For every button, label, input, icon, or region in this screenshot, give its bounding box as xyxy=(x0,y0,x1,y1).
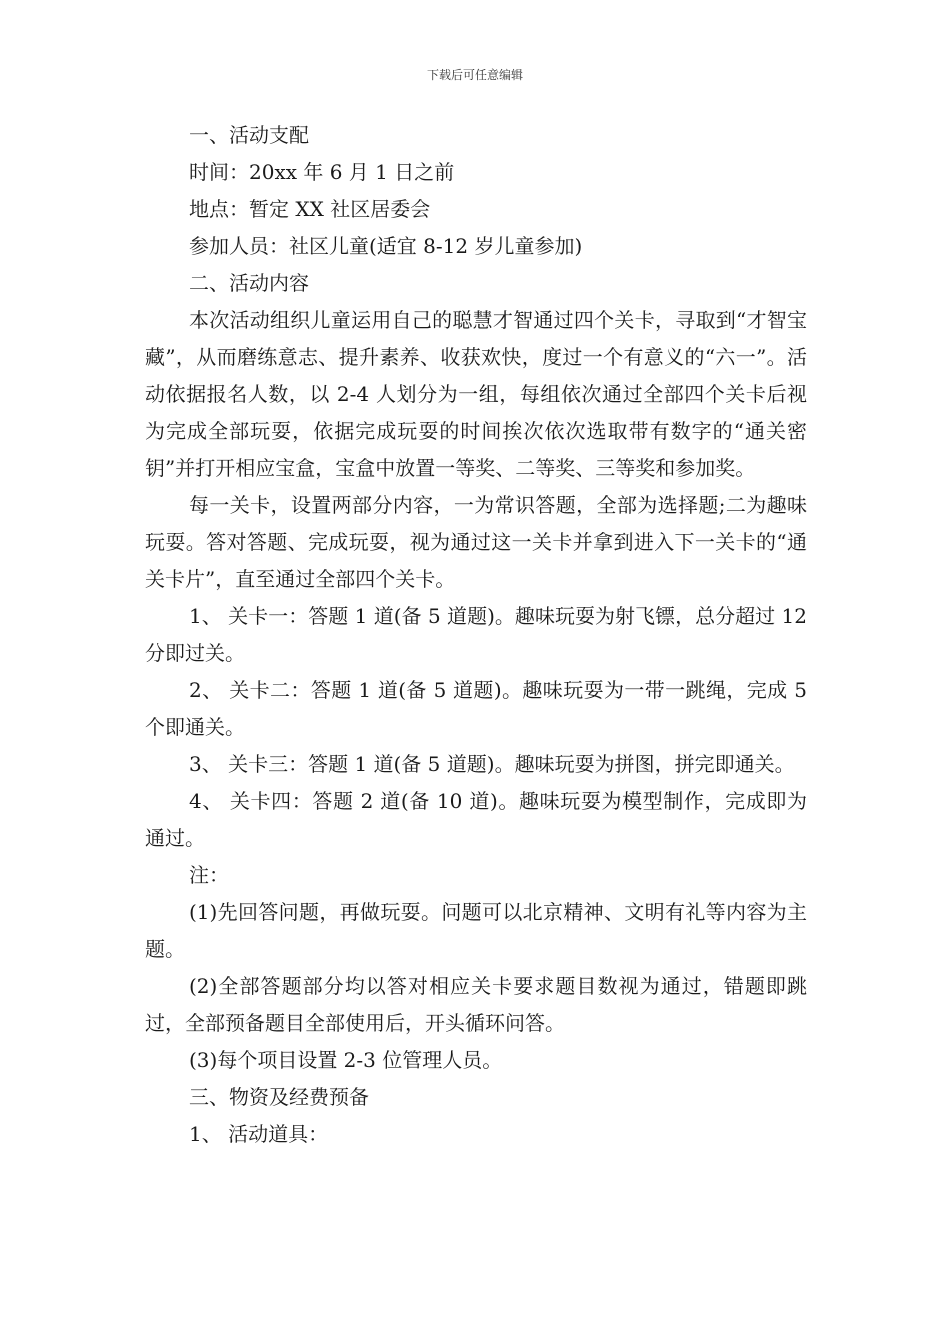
note-3: (3)每个项目设置 2-3 位管理人员。 xyxy=(189,1048,503,1072)
page-header: 下载后可任意编辑 xyxy=(426,68,523,82)
section-heading-materials: 三、物资及经费预备 xyxy=(189,1085,369,1109)
checkpoint-1: 1、 关卡一：答题 1 道(备 5 道题)。趣味玩耍为射飞镖，总分超过 12 分即过关。 xyxy=(145,604,807,665)
location-line: 地点：暂定 XX 社区居委会 xyxy=(189,197,431,221)
materials-item-1: 1、 活动道具： xyxy=(189,1122,329,1146)
paragraph-overview: 本次活动组织儿童运用自己的聪慧才智通过四个关卡，寻取到“才智宝藏”，从而磨练意志、提升素养、收获欢快，度过一个有意义的“六一”。活动依据报名人数，以 2-4 人划分为一组，每组依次通过全部四个关卡后视为完成全部玩耍，依据完成玩耍的时间挨次依次选取带有数字的“通关密钥”并打开相应宝盒，宝盒中放置一等奖、二等奖、三等奖和参加奖。 xyxy=(145,308,807,480)
document-body xyxy=(145,117,807,1153)
checkpoint-4: 4、 关卡四：答题 2 道(备 10 道)。趣味玩耍为模型制作，完成即为通过。 xyxy=(145,789,807,850)
participants-line: 参加人员：社区儿童(适宜 8-12 岁儿童参加) xyxy=(189,234,583,258)
paragraph-checkpoints: 每一关卡，设置两部分内容，一为常识答题，全部为选择题;二为趣味玩耍。答对答题、完成玩耍，视为通过这一关卡并拿到进入下一关卡的“通关卡片”，直至通过全部四个关卡。 xyxy=(145,493,807,591)
note-1: (1)先回答问题，再做玩耍。问题可以北京精神、文明有礼等内容为主题。 xyxy=(145,900,807,961)
section-heading-activity-arrangement: 一、活动支配 xyxy=(189,123,309,147)
note-2: (2)全部答题部分均以答对相应关卡要求题目数视为通过，错题即跳过，全部预备题目全部使用后，开头循环问答。 xyxy=(145,974,807,1035)
checkpoint-3: 3、 关卡三：答题 1 道(备 5 道题)。趣味玩耍为拼图，拼完即通关。 xyxy=(189,752,795,776)
checkpoint-2: 2、 关卡二：答题 1 道(备 5 道题)。趣味玩耍为一带一跳绳，完成 5 个即通关。 xyxy=(145,678,807,739)
time-line: 时间：20xx 年 6 月 1 日之前 xyxy=(189,160,455,184)
note-heading: 注： xyxy=(189,863,229,887)
section-heading-activity-content: 二、活动内容 xyxy=(189,271,309,295)
